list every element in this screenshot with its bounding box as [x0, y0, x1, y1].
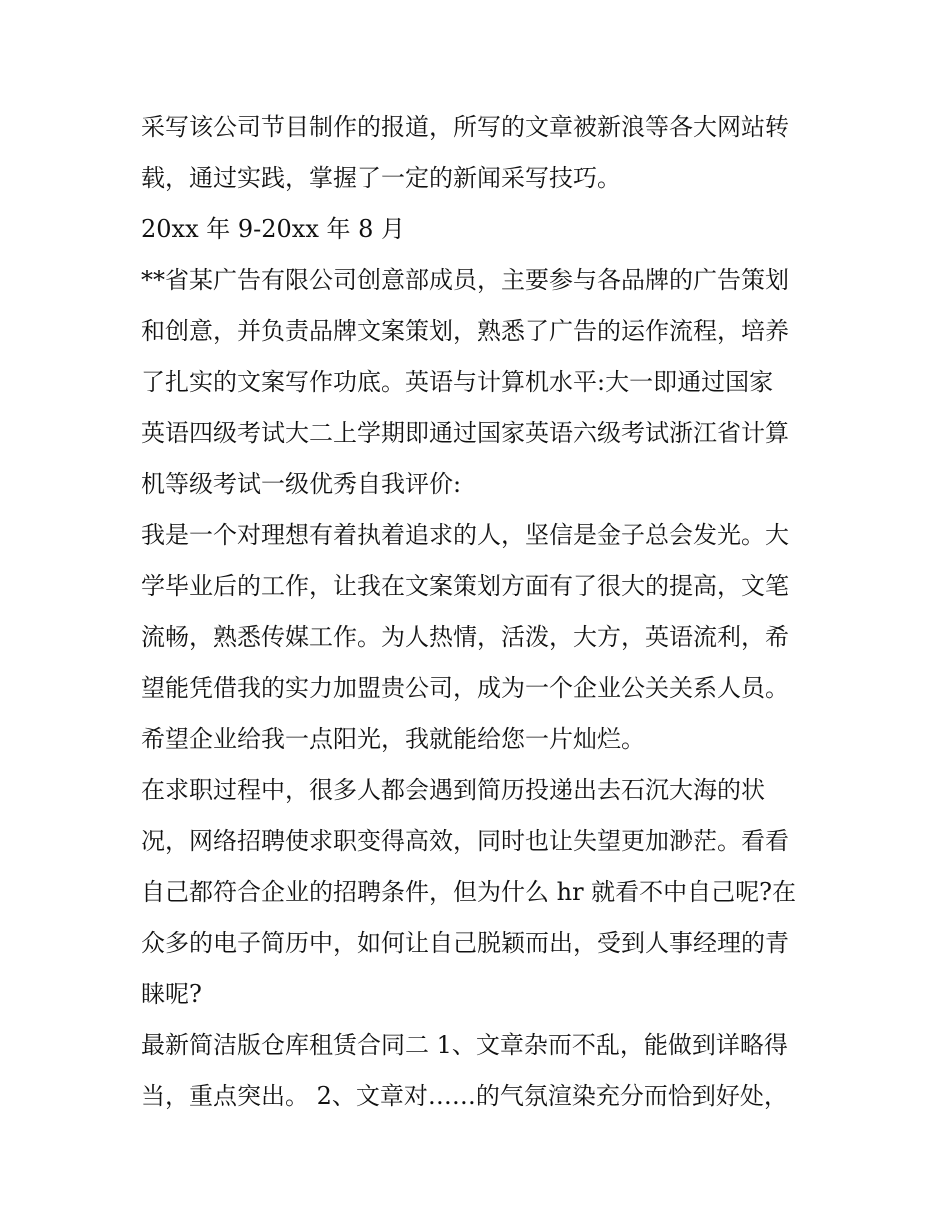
text-line: 20xx 年 9-20xx 年 8 月: [141, 215, 406, 243]
text-line: 众多的电子简历中，如何让自己脱颖而出，受到人事经理的青: [141, 929, 789, 957]
text-line: 况，网络招聘使求职变得高效，同时也让失望更加渺茫。看看: [141, 827, 789, 855]
text-line: 睐呢?: [141, 980, 202, 1008]
text-line: 了扎实的文案写作功底。英语与计算机水平:大一即通过国家: [141, 368, 774, 396]
text-line: 我是一个对理想有着执着追求的人，坚信是金子总会发光。大: [141, 521, 789, 549]
text-line: **省某广告有限公司创意部成员，主要参与各品牌的广告策划: [141, 266, 789, 294]
text-line: 望能凭借我的实力加盟贵公司，成为一个企业公关关系人员。: [141, 674, 789, 702]
text-line: 载，通过实践，掌握了一定的新闻采写技巧。: [141, 164, 621, 192]
text-line: 和创意，并负责品牌文案策划，熟悉了广告的运作流程，培养: [141, 317, 789, 345]
text-line: 英语四级考试大二上学期即通过国家英语六级考试浙江省计算: [141, 419, 789, 447]
text-line: 自己都符合企业的招聘条件，但为什么 hr 就看不中自己呢?在: [141, 878, 797, 906]
text-line: 当，重点突出。 2、文章对……的气氛渲染充分而恰到好处，: [141, 1082, 788, 1110]
text-line: 流畅，熟悉传媒工作。为人热情，活泼，大方，英语流利，希: [141, 623, 789, 651]
text-line: 机等级考试一级优秀自我评价:: [141, 470, 462, 498]
text-line: 希望企业给我一点阳光，我就能给您一片灿烂。: [141, 725, 645, 753]
text-line: 采写该公司节目制作的报道，所写的文章被新浪等各大网站转: [141, 113, 789, 141]
text-line: 学毕业后的工作，让我在文案策划方面有了很大的提高，文笔: [141, 572, 789, 600]
text-line: 在求职过程中，很多人都会遇到简历投递出去石沉大海的状: [141, 776, 765, 804]
text-line: 最新简洁版仓库租赁合同二 1、文章杂而不乱，能做到详略得: [141, 1031, 788, 1059]
